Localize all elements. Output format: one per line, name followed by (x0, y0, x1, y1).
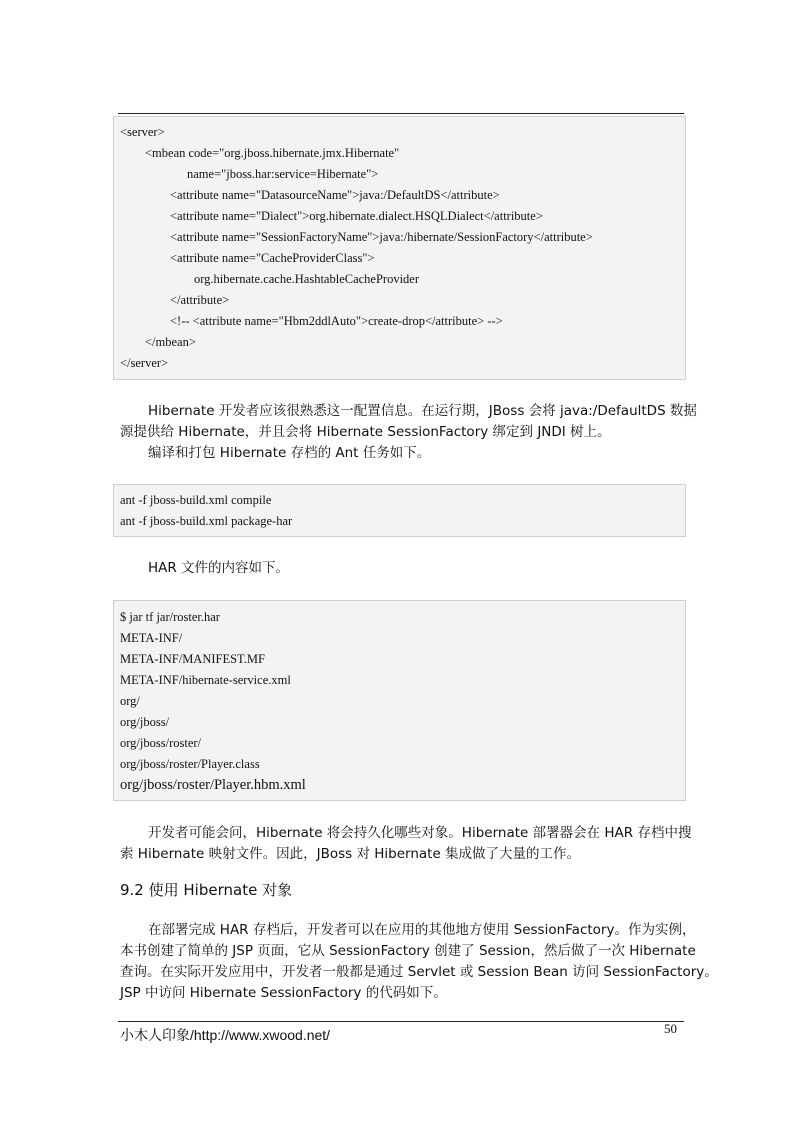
code-line: <mbean code="org.jboss.hibernate.jmx.Hibernate" (145, 146, 400, 160)
code-line: <attribute name="Dialect">org.hibernate.dialect.HSQLDialect</attribute> (170, 209, 543, 223)
code-line: META-INF/ (120, 631, 183, 645)
paragraph-line: 源提供给 Hibernate，并且会将 Hibernate SessionFactory 绑定到 JNDI 树上。 (120, 424, 611, 440)
paragraph-line: Hibernate 开发者应该很熟悉这一配置信息。在运行期，JBoss 会将 java:/DefaultDS 数据 (148, 403, 697, 419)
code-line: <attribute name="CacheProviderClass"> (170, 251, 375, 265)
paragraph-line: 查询。在实际开发应用中，开发者一般都是通过 Servlet 或 Session Bean 访问 SessionFactory。 (120, 964, 718, 980)
code-line: <!-- <attribute name="Hbm2ddlAuto">create-drop</attribute> --> (170, 314, 503, 328)
code-line: org/ (120, 694, 140, 708)
paragraph-hibernate-deployer (120, 823, 692, 865)
paragraph-config-explanation (120, 401, 697, 464)
code-block-jar-listing (113, 600, 686, 801)
footer-site: 小木人印象/http://www.xwood.net/ (120, 1027, 331, 1043)
code-line: </mbean> (145, 335, 196, 349)
footer-rule (118, 1021, 684, 1022)
section-heading: 9.2 使用 Hibernate 对象 (120, 881, 293, 899)
code-line: org/jboss/roster/Player.class (120, 757, 260, 771)
code-line: <server> (120, 125, 165, 139)
code-line: </attribute> (170, 293, 230, 307)
paragraph-using-sessionfactory (120, 920, 718, 1004)
code-line: $ jar tf jar/roster.har (120, 610, 220, 624)
paragraph-line: HAR 文件的内容如下。 (148, 560, 290, 576)
code-block-hibernate-service-xml (113, 116, 686, 380)
code-line: name="jboss.har:service=Hibernate"> (187, 167, 379, 181)
page-number: 50 (664, 1021, 677, 1036)
code-block-ant-commands (113, 484, 686, 537)
code-line: META-INF/MANIFEST.MF (120, 652, 265, 666)
header-rule (118, 113, 684, 114)
paragraph-line: 本书创建了简单的 JSP 页面，它从 SessionFactory 创建了 Session，然后做了一次 Hibernate (120, 943, 696, 959)
code-line: org/jboss/roster/ (120, 736, 202, 750)
code-line: <attribute name="DatasourceName">java:/DefaultDS</attribute> (170, 188, 500, 202)
paragraph-line: 开发者可能会问，Hibernate 将会持久化哪些对象。Hibernate 部署器会在 HAR 存档中搜 (148, 825, 692, 841)
paragraph-line: 编译和打包 Hibernate 存档的 Ant 任务如下。 (148, 445, 431, 461)
code-line: <attribute name="SessionFactoryName">java:/hibernate/SessionFactory</attribute> (170, 230, 593, 244)
code-line: ant -f jboss-build.xml compile (120, 493, 272, 507)
paragraph-har-contents-intro (120, 558, 682, 579)
paragraph-line: 索 Hibernate 映射文件。因此，JBoss 对 Hibernate 集成做了大量的工作。 (120, 846, 581, 862)
paragraph-line: JSP 中访问 Hibernate SessionFactory 的代码如下。 (120, 985, 447, 1001)
code-line: ant -f jboss-build.xml package-har (120, 514, 293, 528)
code-line: org.hibernate.cache.HashtableCacheProvider (194, 272, 420, 286)
paragraph-line: 在部署完成 HAR 存档后，开发者可以在应用的其他地方使用 SessionFactory。作为实例， (148, 922, 696, 938)
code-line: </server> (120, 356, 169, 370)
code-line: org/jboss/roster/Player.hbm.xml (120, 777, 306, 793)
code-line: org/jboss/ (120, 715, 170, 729)
code-line: META-INF/hibernate-service.xml (120, 673, 291, 687)
